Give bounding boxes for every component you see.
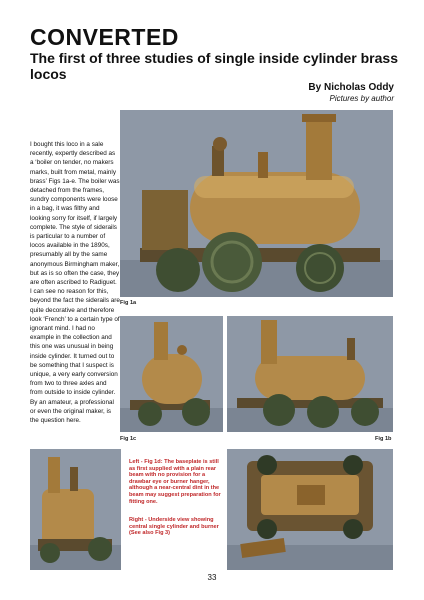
article-subheadline: The first of three studies of single inside cylinder brass locos bbox=[30, 50, 398, 82]
caption-fig-1a: Fig 1a bbox=[120, 300, 137, 306]
side-captions bbox=[129, 459, 221, 549]
photo-fig-1a bbox=[120, 110, 393, 297]
caption-fig-1c: Fig 1c bbox=[120, 436, 137, 442]
photo-fig-1b bbox=[227, 316, 393, 432]
photo-fig-1d bbox=[30, 449, 121, 570]
caption-fig-1d: Left - Fig 1d: The baseplate is still as first supplied with a plain rear beam with no provision for a drawbar eye or burner hanger, although a near-central dint in the beam may suggest preparation for fitting one. bbox=[129, 459, 221, 505]
byline: By Nicholas Oddy bbox=[308, 82, 394, 93]
photo-underside bbox=[227, 449, 393, 570]
body-text: I bought this loco in a sale recently, expertly described as a ‘boiler on tender, no makers marks, built from metal, mainly brass’ Figs 1a-e. The boiler was detached from the frames, sundry components were loose in a bag, it was filthy and looking sorry for itself, if largely complete. The style of siderails is particular to a number of locos available in the 1890s, presumably all by the same anonymous Birmingham maker, but as is so often the case, they are often ascribed to Radiguet. I can see no reason for this, beyond the fact the siderails are quite decorative and therefore look ‘French’ to a certain type of ignorant mind. I had no example in the collection and this one was unusual in being inside cylinder. It turned out to be something that I suspect is unique, a very early conversion from two to three axles and from outside to inside cylinder. By an amateur, a professional or even the original maker, is the question here. bbox=[30, 141, 120, 425]
article-headline: CONVERTED bbox=[30, 24, 179, 50]
caption-underside: Right - Underside view showing central single cylinder and burner (See also Fig 3) bbox=[129, 517, 219, 537]
photo-fig-1c bbox=[120, 316, 223, 432]
photo-credit: Pictures by author bbox=[329, 94, 394, 103]
page-number: 33 bbox=[207, 573, 217, 582]
caption-fig-1b: Fig 1b bbox=[375, 436, 392, 442]
